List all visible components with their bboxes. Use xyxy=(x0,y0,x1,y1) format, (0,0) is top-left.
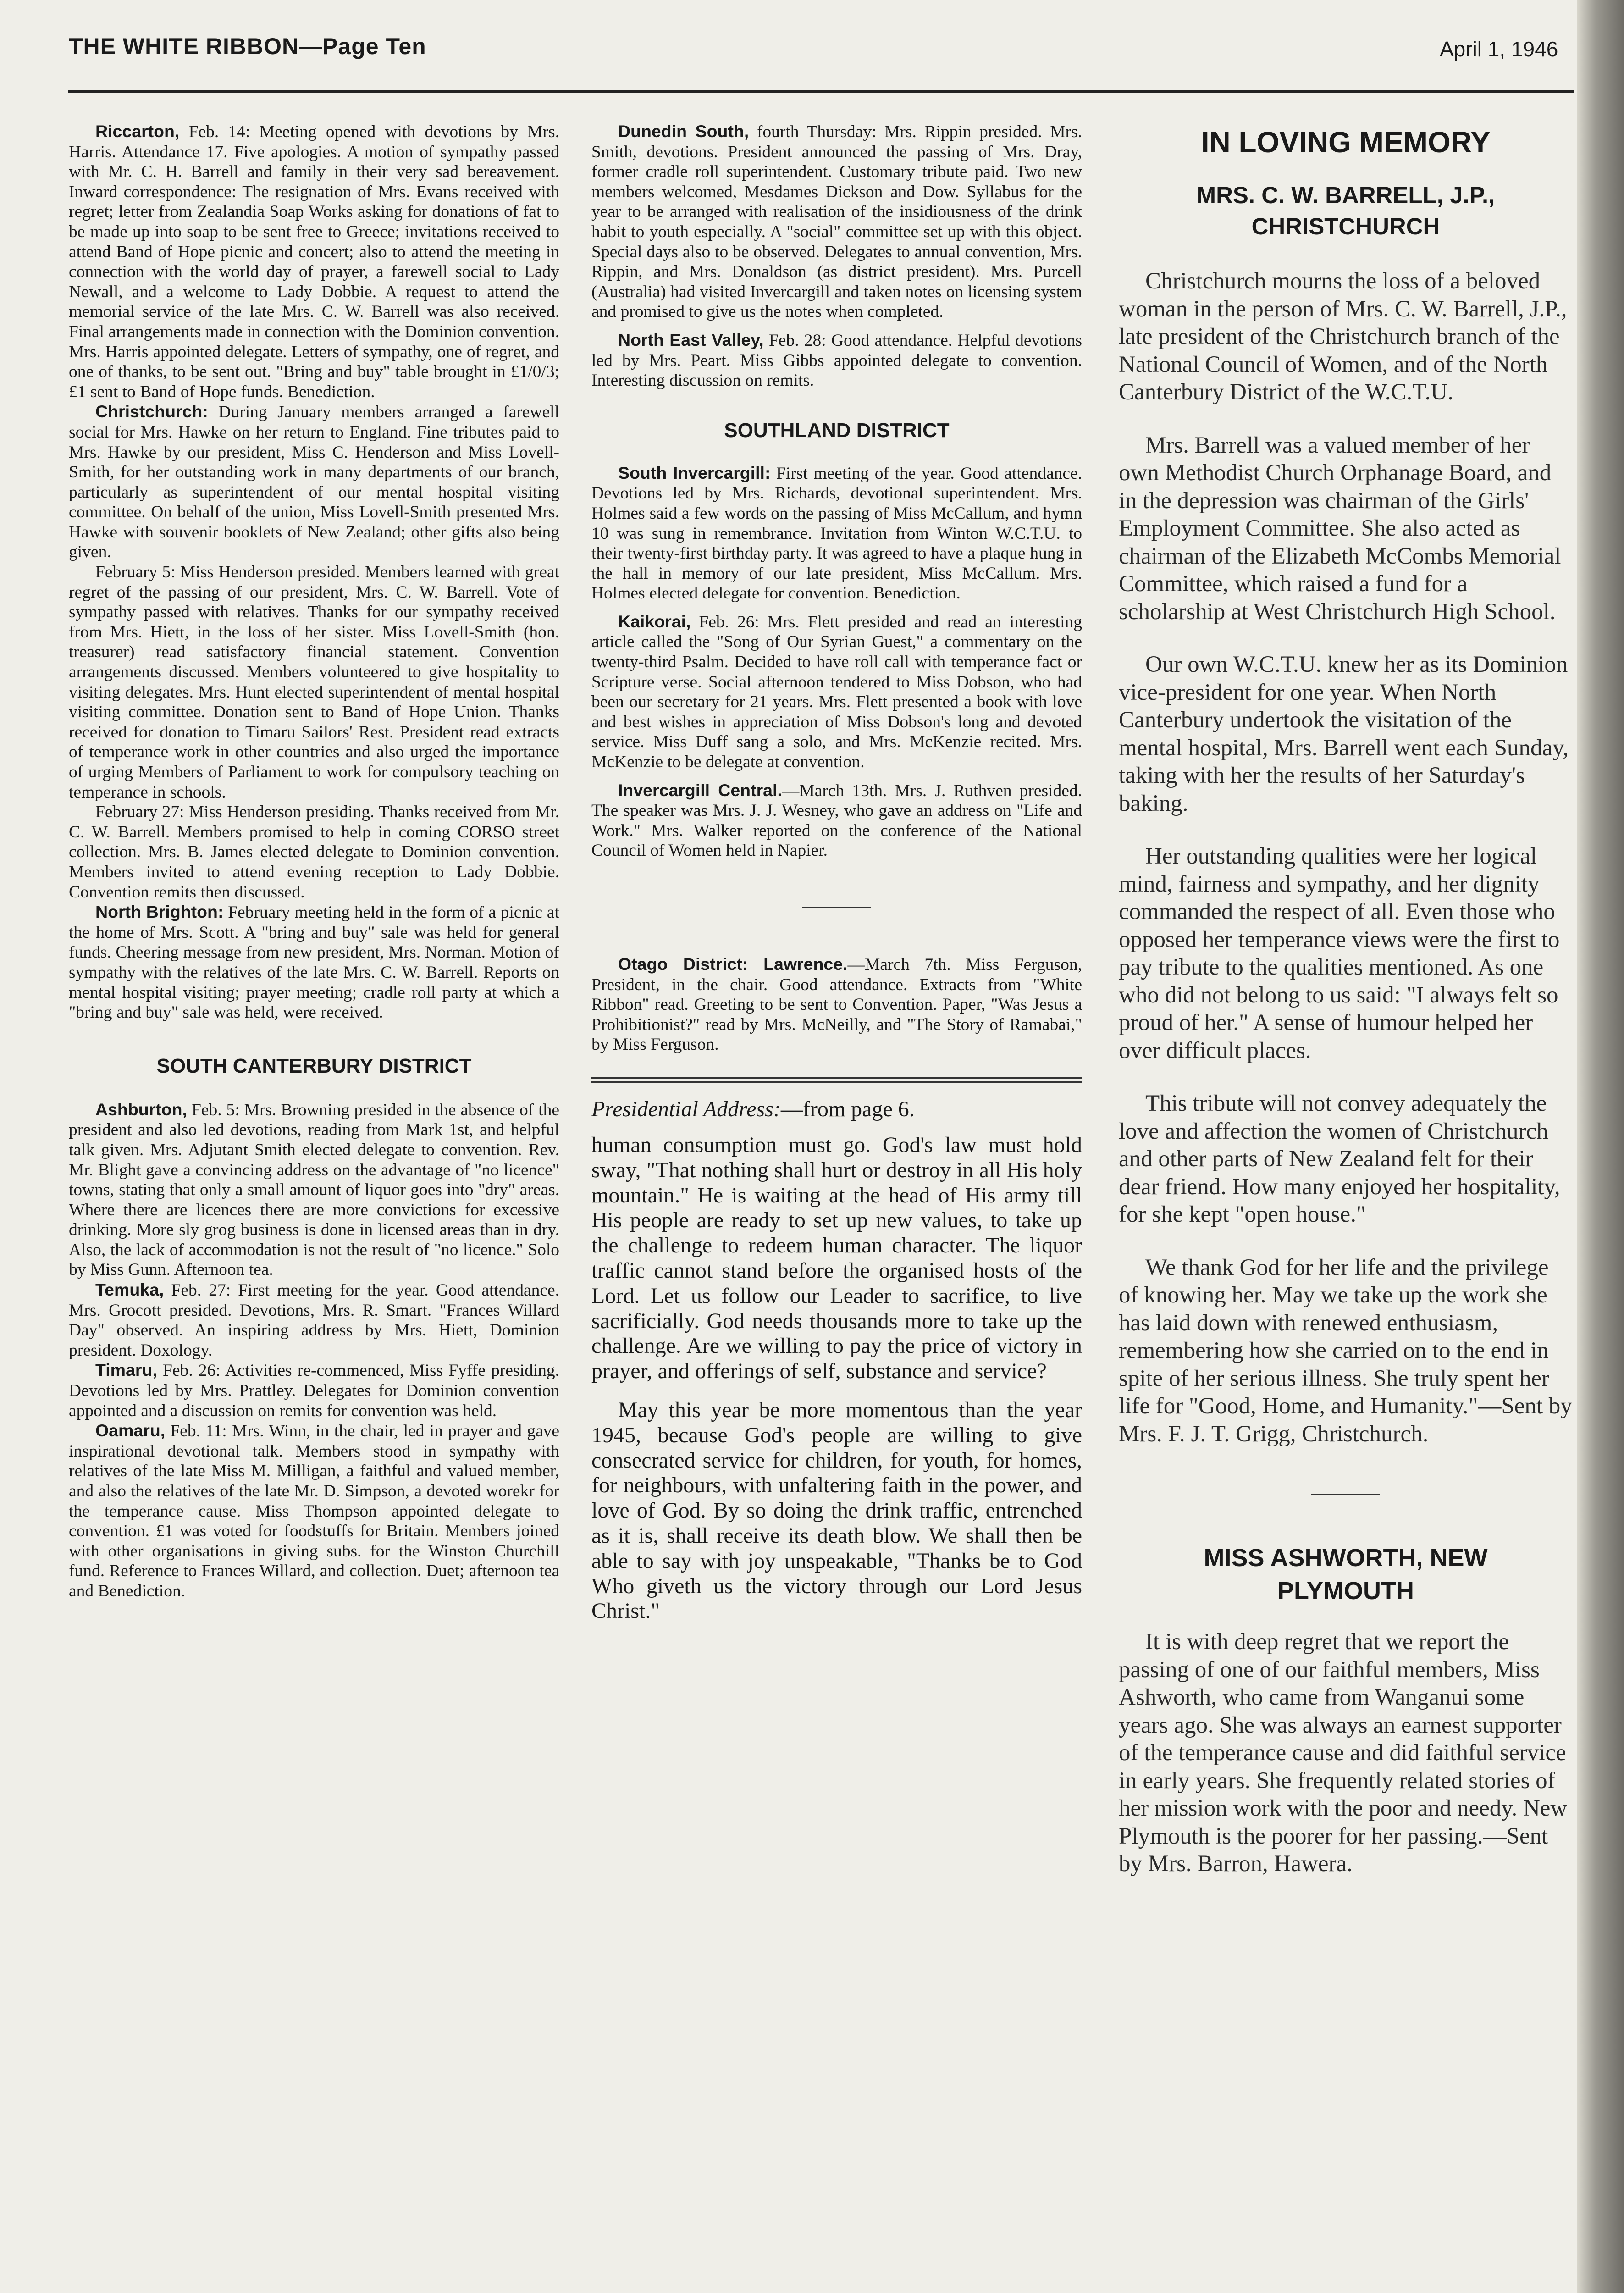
report-christchurch-feb5: February 5: Miss Henderson presided. Members learned with great regret of the passing of our president, Mrs. C. W. Barrell. Vote of sympathy passed with relatives. Thanks for our sympathy received from Mrs. Hiett, in the loss of her sister. Miss Lovell-Smith (hon. treasurer) read satisfactory financial statement. Convention arrangements discussed. Members volunteered to give hospitality to visiting delegates. Mrs. Hunt elected superintendent of mental hospital visiting committee. Donation sent to Band of Hope Union. Thanks received for donation to Timaru Sailors' Rest. President read extracts of temperance work in other countries and also urged the importance of urging Members of Parliament to work for compulsory teaching on temperance in schools. xyxy=(69,563,559,802)
presidential-address-label: Presidential Address: xyxy=(591,1097,781,1121)
memorial-para-6: We thank God for her life and the privilege of knowing her. May we take up the work she has laid down with renewed enthusiasm, remembering how she carried on to the end in spite of her serious illness. She truly spent her life for "Good, Home, and Humanity."—Sent by Mrs. F. J. T. Grigg, Christchurch. xyxy=(1119,1254,1572,1447)
in-loving-memory-title: IN LOVING MEMORY xyxy=(1201,126,1491,159)
report-invercargill-central: Invercargill Central.—March 13th. Mrs. J. Ruthven presided. The speaker was Mrs. J. J. Wesney, who gave an address on "Life and Work." Mrs. Walker reported on the conference of the National Council of Women held in Napier. xyxy=(591,780,1082,860)
report-riccarton: Riccarton, Feb. 14: Meeting opened with devotions by Mrs. Harris. Attendance 17. Five apologies. A motion of sympathy passed with Mr. C. H. Barrell and family in their very sad bereavement. Inward correspondence: The resignation of Mrs. Evans received with regret; letter from Zealandia Soap Works asking for donations of fat to be made up into soap to be sent free to Greece; invitations received to attend Band of Hope picnic and concert; also to attend the meeting in connection with the world day of prayer, a farewell social to Lady Newall, and a welcome to Lady Dobbie. A request to attend the memorial service of the late Mrs. C. W. Barrell was also received. Final arrangements made in connection with the Dominion convention. Mrs. Harris appointed delegate. Letters of sympathy, one of regret, and one of thanks, to be sent out. "Bring and buy" table brought in £1/0/3; £1 sent to Band of Hope funds. Benediction. xyxy=(69,122,559,401)
report-otago-lawrence: Otago District: Lawrence.—March 7th. Miss Ferguson, President, in the chair. Good attendance. Extracts from "White Ribbon" read. Greeting to be sent to Convention. Paper, "Was Jesus a Prohibitionist?" read by Mrs. McNeilly, and "The Story of Ramabai," by Miss Ferguson. xyxy=(591,954,1082,1054)
report-ashburton: Ashburton, Feb. 5: Mrs. Browning presided in the absence of the president and also led devotions, reading from Mark 1st, and helpful talk given. Mrs. Adjutant Smith elected delegate to convention. Rev. Mr. Blight gave a convincing address on the advantage of "no licence" towns, stating that only a small amount of liquor goes into "dry" areas. Where there are licences there are more convictions for excessive drinking. More sly grog business is done in licensed areas than in dry. Also, the lack of accommodation is not the result of "no licence." Solo by Miss Gunn. Afternoon tea. xyxy=(69,1099,559,1279)
page-edge-shadow xyxy=(1577,0,1624,2293)
report-timaru: Timaru, Feb. 26: Activities re-commenced, Miss Fyffe presiding. Devotions led by Mrs. Prattley. Delegates for Dominion convention appointed and a discussion on remits for convention was held. xyxy=(69,1360,559,1420)
section-separator xyxy=(802,907,871,908)
report-dunedin-south: Dunedin South, fourth Thursday: Mrs. Rippin presided. Mrs. Smith, devotions. President announced the passing of Mrs. Dray, former cradle roll superintendent. Customary tribute paid. Two new members welcomed, Mesdames Dickson and Dow. Syllabus for the year to be arranged with realisation of the insidiousness of the drink habit to youth especially. A "social" committee set up with this object. Special days also to be observed. Delegates to annual convention, Mrs. Rippin, and Mrs. Donaldson (as district president). Mrs. Purcell (Australia) had visited Invercargill and taken notes on licensing system and promised to give us the notes when completed. xyxy=(591,122,1082,321)
presidential-address-para-2: May this year be more momentous than the year 1945, because God's people are willing to give consecrated service for children, for youth, for homes, for neighbours, with unfaltering faith in the power, and love of God. By so doing the drink traffic, entrenched as it is, shall receive its death blow. We shall then be able to say with joy unspeakable, "Thanks be to God Who giveth us the victory through our Lord Jesus Christ." xyxy=(591,1397,1082,1623)
column-3 xyxy=(1119,124,1573,1878)
running-header-title: THE WHITE RIBBON—Page Ten xyxy=(69,33,426,59)
report-kaikorai: Kaikorai, Feb. 26: Mrs. Flett presided and read an interesting article called the "Song of Our Syrian Guest," a commentary on the twenty-third Psalm. Decided to have roll call with temperance fact or Scripture verse. Social afternoon tendered to Miss Dobson, who had been our secretary for 21 years. Mrs. Flett presented a book with love and best wishes in appreciation of Miss Dobson's long and devoted service. Miss Duff sang a solo, and Mrs. McKenzie recited. Mrs. McKenzie to be delegate at convention. xyxy=(591,611,1083,772)
memorial-subject: MRS. C. W. BARRELL, J.P., CHRISTCHURCH xyxy=(1196,182,1495,239)
memorial-para-3: Our own W.C.T.U. knew her as its Dominion vice-president for one year. When North Canterbury undertook the visitation of the mental hospital, Mrs. Barrell went each Sunday, taking with her the results of her Saturday's baking. xyxy=(1119,652,1569,816)
heading-southland: SOUTHLAND DISTRICT xyxy=(724,419,950,442)
memorial-para-4: Her outstanding qualities were her logical mind, fairness and sympathy, and her dignity commanded the respect of all. Even those who opposed her temperance views were the first to pay tribute to the qualities mentioned. As one who did not belong to us said: "I always felt so proud of her." A sense of humour helped her over difficult places. xyxy=(1119,843,1560,1063)
report-christchurch: Christchurch: During January members arranged a farewell social for Mrs. Hawke on her return to England. Fine tributes paid to Mrs. Hawke by our president, Miss C. Henderson and Miss Lovell-Smith, for her outstanding work in many departments of our branch, particularly as superintendent of our mental hospital visiting committee. On behalf of the union, Miss Lovell-Smith presented Mrs. Hawke with souvenir booklets of New Zealand; other gifts also being given. xyxy=(69,402,559,562)
double-rule xyxy=(591,1077,1082,1083)
report-temuka: Temuka, Feb. 27: First meeting for the year. Good attendance. Mrs. Grocott presided. Devotions, Mrs. R. Smart. "Frances Willard Day" observed. An inspiring address by Mrs. Hiett, Dominion president. Doxology. xyxy=(69,1280,560,1360)
column-1 xyxy=(69,122,559,1601)
header-rule xyxy=(68,90,1574,93)
report-christchurch-feb27: February 27: Miss Henderson presiding. Thanks received from Mr. C. W. Barrell. Members promised to help in coming CORSO street collection. Mrs. B. James elected delegate to Dominion convention. Members invited to attend evening reception to Lady Dobbie. Convention remits then discussed. xyxy=(69,803,559,902)
presidential-address-para-1: human consumption must go. God's law must hold sway, "That nothing shall hurt or destroy in all His holy mountain." He is waiting at the head of His army till His people are ready to set up new values, to take up the challenge to redeem human character. The liquor traffic cannot stand before the organised hosts of the Lord. Let us follow our Leader to sacrifice, to live sacrificially. God needs thousands more to take up the challenge. Are we willing to pay the price of victory in prayer, and offerings of self, substance and service? xyxy=(591,1132,1082,1384)
running-header-date: April 1, 1946 xyxy=(1440,37,1558,61)
report-north-east-valley: North East Valley, Feb. 28: Good attendance. Helpful devotions led by Mrs. Peart. Miss Gibbs appointed delegate to convention. Interesting discussion on remits. xyxy=(591,330,1083,390)
presidential-address-continuation xyxy=(591,1097,1082,1122)
continued-from: —from page 6. xyxy=(780,1097,915,1121)
heading-south-canterbury: SOUTH CANTERBURY DISTRICT xyxy=(156,1054,472,1077)
memorial-para-5: This tribute will not convey adequately the love and affection the women of Christchurch and other parts of New Zealand felt for their dear friend. How many enjoyed her hospitality, for she kept "open house." xyxy=(1119,1091,1560,1227)
report-north-brighton: North Brighton: February meeting held in the form of a picnic at the home of Mrs. Scott. A "bring and buy" sale was held for general funds. Cheering message from new president, Mrs. Norman. Motion of sympathy with the relatives of the late Mrs. C. W. Barrell. Reports on mental hospital visiting; prayer meeting; cradle roll party at which a "bring and buy" sale was held, were received. xyxy=(69,902,559,1022)
memorial-para-2: Mrs. Barrell was a valued member of her own Methodist Church Orphanage Board, and in the depression was chairman of the Girls' Employment Committee. She also acted as chairman of the Elizabeth McCombs Memorial Committee, which raised a fund for a scholarship at West Christchurch High School. xyxy=(1119,432,1561,625)
report-oamaru: Oamaru, Feb. 11: Mrs. Winn, in the chair, led in prayer and gave inspirational devotional talk. Members stood in sympathy with relatives of the late Miss M. Milligan, a faithful and valued member, and also the relatives of the late Mr. D. Simpson, a devoted worekr for the temperance cause. Miss Thompson appointed delegate to convention. £1 was voted for foodstuffs for Britain. Members joined with other organisations in giving subs. for the Winston Churchill fund. Reference to Frances Willard, and collection. Duet; afternoon tea and Benediction. xyxy=(69,1421,560,1601)
memorial-para-1: Christchurch mourns the loss of a beloved woman in the person of Mrs. C. W. Barrell, J.P., late president of the Christchurch branch of the National Council of Women, and of the North Canterbury District of the W.C.T.U. xyxy=(1119,268,1567,405)
section-separator xyxy=(1311,1494,1380,1495)
column-2 xyxy=(591,122,1082,1624)
report-south-invercargill: South Invercargill: First meeting of the year. Good attendance. Devotions led by Mrs. Richards, devotional superintendent. Mrs. Holmes said a few words on the passing of Miss McCallum, and hymn 10 was sung in remembrance. Invitation from Winton W.C.T.U. to their twenty-first birthday party. It was agreed to have a plaque hung in the hall in memory of our late president, Miss McCallum. Mrs. Holmes elected delegate for convention. Benediction. xyxy=(591,463,1083,603)
ashworth-para: It is with deep regret that we report the passing of one of our faithful members, Miss Ashworth, who came from Wanganui some years ago. She was always an earnest supporter of the temperance cause and did faithful service in early years. She frequently related stories of her mission work with the poor and needy. New Plymouth is the poorer for her passing.—Sent by Mrs. Barron, Hawera. xyxy=(1119,1629,1568,1877)
miss-ashworth-title: MISS ASHWORTH, NEW PLYMOUTH xyxy=(1204,1544,1488,1605)
